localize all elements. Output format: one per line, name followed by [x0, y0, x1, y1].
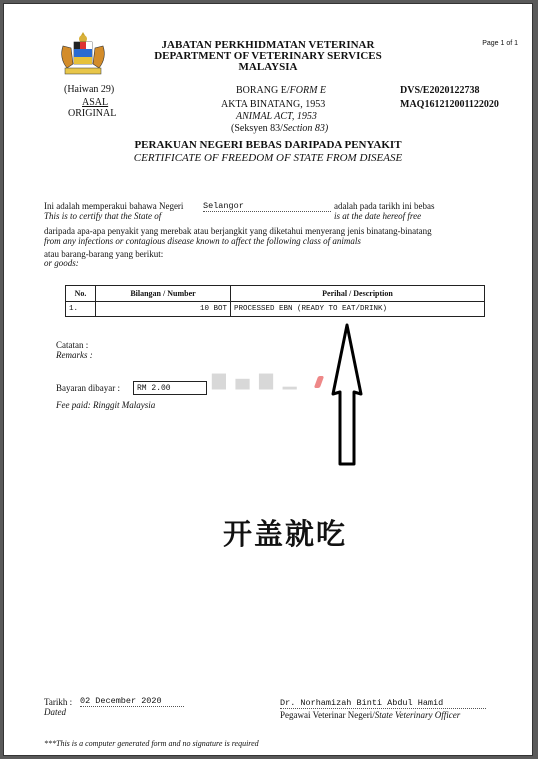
officer-title: Pegawai Veterinar Negeri/State Veterinary Officer	[280, 710, 461, 720]
officer-name: Dr. Norhamizah Binti Abdul Hamid	[280, 698, 486, 709]
remarks-malay: Catatan :	[56, 340, 89, 350]
free-english: is at the date hereof free	[334, 211, 422, 221]
up-arrow-icon	[330, 322, 364, 468]
fee-amount: RM 2.00	[133, 381, 207, 395]
state-field: Selangor	[203, 201, 331, 212]
row-no: 1.	[66, 302, 96, 317]
title-english: CERTIFICATE OF FREEDOM OF STATE FROM DISEASE	[133, 152, 403, 164]
original-label: ORIGINAL	[68, 108, 117, 119]
row-description: PROCESSED EBN (READY TO EAT/DRINK)	[231, 302, 485, 317]
column-header-number: Bilangan / Number	[96, 286, 231, 302]
column-header-no: No.	[66, 286, 96, 302]
certify-malay: Ini adalah memperakui bahawa Negeri	[44, 201, 184, 211]
form-label: BORANG E/FORM E	[236, 85, 327, 96]
certificate-page	[3, 3, 533, 756]
goods-malay: atau barang-barang yang berikut:	[44, 249, 164, 259]
goods-table	[65, 285, 485, 317]
row-number: 10 BOT	[96, 302, 231, 317]
page-number: Page 1 of 1	[482, 40, 518, 47]
table-header-row	[66, 286, 485, 302]
permit-number: MAQ161212001122020	[400, 99, 499, 110]
date-label-english: Dated	[44, 707, 66, 717]
department-country: MALAYSIA	[238, 61, 298, 73]
asal-label: ASAL	[82, 97, 109, 108]
diseases-malay: daripada apa-apa penyakit yang merebak atau berjangkit yang diketahui menyerang jenis binatang-binatang	[44, 226, 432, 236]
certify-english: This is to certify that the State of	[44, 211, 162, 221]
haiwan-label: (Haiwan 29)	[64, 84, 115, 95]
table-row	[66, 302, 485, 317]
remarks-english: Remarks :	[56, 350, 93, 360]
act-english: ANIMAL ACT, 1953	[236, 111, 317, 122]
act-malay: AKTA BINATANG, 1953	[221, 99, 326, 110]
column-header-description: Perihal / Description	[231, 286, 485, 302]
department-english: DEPARTMENT OF VETERINARY SERVICES	[154, 50, 382, 62]
goods-english: or goods:	[44, 258, 79, 268]
watermark-accent	[314, 376, 324, 388]
fee-label-malay: Bayaran dibayar :	[56, 383, 120, 393]
fee-label-english: Fee paid: Ringgit Malaysia	[56, 400, 156, 410]
free-malay: adalah pada tarikh ini bebas	[334, 201, 435, 211]
watermark-logo: ▆ ▄ ▆ ▁	[212, 369, 299, 390]
date-field: 02 December 2020	[80, 696, 184, 707]
title-malay: PERAKUAN NEGERI BEBAS DARIPADA PENYAKIT	[134, 139, 402, 151]
reference-number: DVS/E2020122738	[400, 85, 480, 96]
computer-generated-note: ***This is a computer generated form and no signature is required	[44, 739, 259, 748]
department-malay: JABATAN PERKHIDMATAN VETERINAR	[161, 39, 375, 51]
diseases-english: from any infections or contagious disease known to affect the following class of animals	[44, 236, 361, 246]
section-label: (Seksyen 83/Section 83)	[231, 123, 329, 134]
date-label-malay: Tarikh :	[44, 697, 73, 707]
annotation-caption: 开盖就吃	[223, 517, 348, 551]
